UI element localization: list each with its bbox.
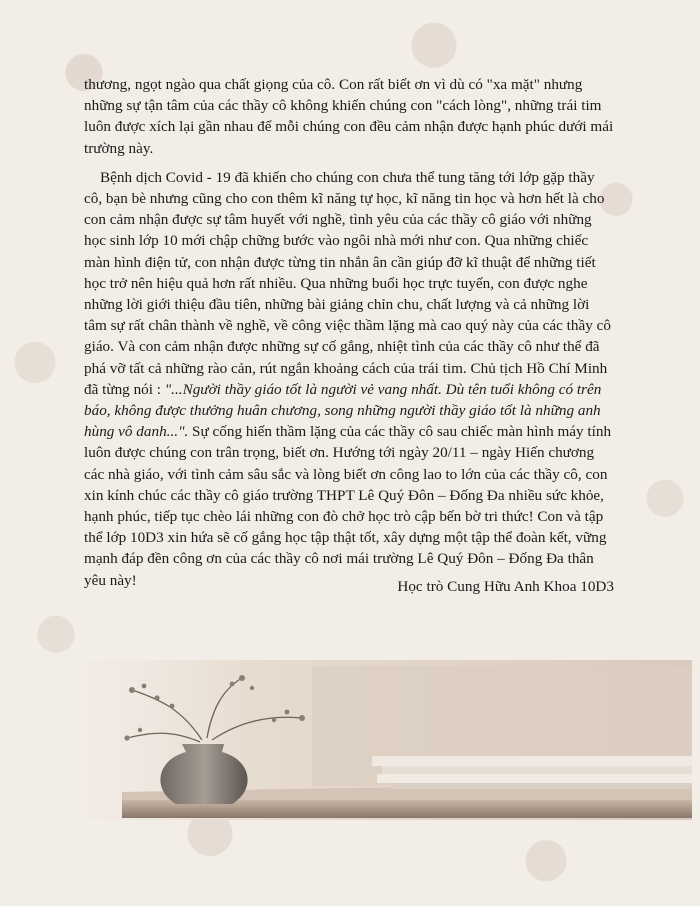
letter-body [84,74,614,599]
paragraph-2-part-1: Bệnh dịch Covid - 19 đã khiến cho chúng con chưa thể tung tăng tới lớp gặp thầy cô, bạn bè nhưng cũng cho con thêm kĩ năng tự học, kĩ năng tin học và hơn hết là cho con cảm nhận được sự tâm huyết với nghề, tình yêu của các thầy cô giáo với những học sinh lớp 10 mới chập chững bước vào ngôi nhà mới như con. Qua những chiếc màn hình điện tử, con nhận được từng tin nhắn ân cần giúp đỡ kĩ thuật để những tiết học trở nên hiệu quả hơn rất nhiều. Qua những buổi học trực tuyến, con được nghe những lời giới thiệu đầu tiên, những bài giảng chỉn chu, chất lượng và cả những lời tâm sự rất chân thành về nghề, về công việc thầm lặng mà cao quý này của các thầy cô giáo. Và con cảm nhận được những sự cố gắng, nhiệt tình của các thầy cô như thể đã phá vỡ tất cả những rào cản, rút ngắn khoảng cách của trái tim. Chủ tịch Hồ Chí Minh đã từng nói : [84,168,611,398]
vase-and-books-illustration [12,660,692,820]
paragraph-1: thương, ngọt ngào qua chất giọng của cô. Con rất biết ơn vì dù có "xa mặt" nhưng những sự tận tâm của các thầy cô không khiến chúng con "cách lòng", những trái tim luôn được xích lại gần nhau để mỗi chúng con đều cảm nhận được hạnh phúc dưới mái trường này. [84,76,614,157]
paragraph-2-part-2: Sự cống hiến thầm lặng của các thầy cô sau chiếc màn hình máy tính luôn được chúng con trân trọng, biết ơn. Hướng tới ngày 20/11 – ngày Hiến chương các nhà giáo, với tình cảm sâu sắc và lòng biết ơn công lao to lớn của các thầy cô, con xin kính chúc các thầy cô giáo trường THPT Lê Quý Đôn – Đống Đa nhiều sức khỏe, hạnh phúc, tiếp tục chèo lái những con đò chở học trò cập bến bờ tri thức! Con và tập thể lớp 10D3 xin hứa sẽ cố gắng học tập thật tốt, xây dựng một tập thể đoàn kết, vững mạnh đáp đền công ơn của các thầy cô nơi mái trường Lê Quý Đôn – Đống Đa thân yêu này! [84,423,612,589]
paragraph-2 [84,167,614,591]
ho-chi-minh-quote: "...Người thầy giáo tốt là người vẻ vang nhất. Dù tên tuổi không có trên báo, không được thưởng huân chương, song những người thầy giáo tốt là những anh hùng vô danh...". [84,380,602,441]
signature: Học trò Cung Hữu Anh Khoa 10D3 [397,578,614,595]
books-stack [372,756,692,789]
